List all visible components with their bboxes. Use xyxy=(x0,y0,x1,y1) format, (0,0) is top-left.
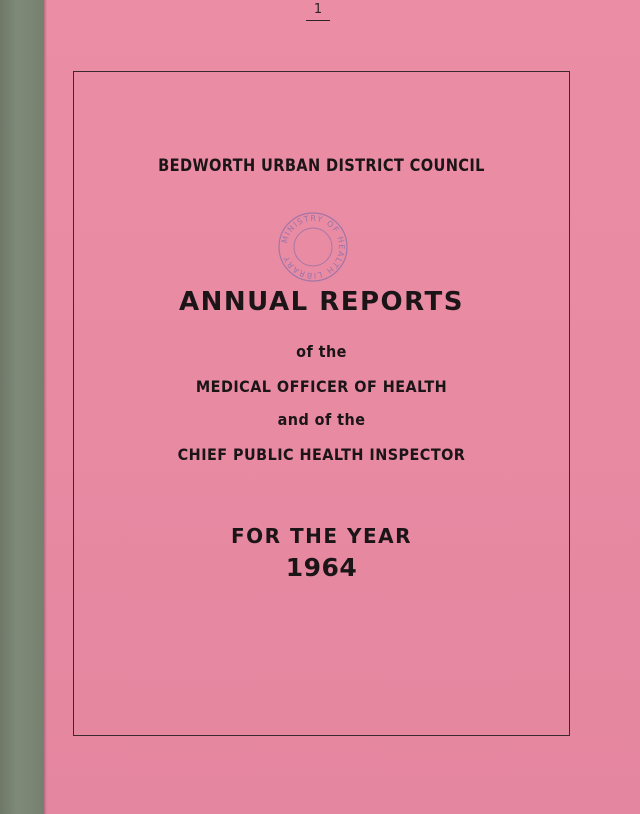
library-stamp xyxy=(276,210,350,284)
report-title: ANNUAL REPORTS xyxy=(179,287,464,317)
stamp-text: MINISTRY OF HEALTH LIBRARY xyxy=(280,213,347,281)
line-medical-officer: MEDICAL OFFICER OF HEALTH xyxy=(195,377,448,396)
line-and-of-the: and of the xyxy=(277,410,366,429)
for-the-year-label: FOR THE YEAR xyxy=(230,524,413,548)
page-number-mark: 1 xyxy=(306,2,330,21)
report-year: 1964 xyxy=(285,553,358,582)
council-name: BEDWORTH URBAN DISTRICT COUNCIL xyxy=(158,156,485,176)
binding-spine xyxy=(0,0,44,814)
line-of-the: of the xyxy=(296,342,347,361)
svg-text:MINISTRY OF HEALTH LIBRARY xyxy=(280,214,346,280)
line-chief-inspector: CHIEF PUBLIC HEALTH INSPECTOR xyxy=(177,445,466,464)
spine-shadow xyxy=(44,0,47,814)
